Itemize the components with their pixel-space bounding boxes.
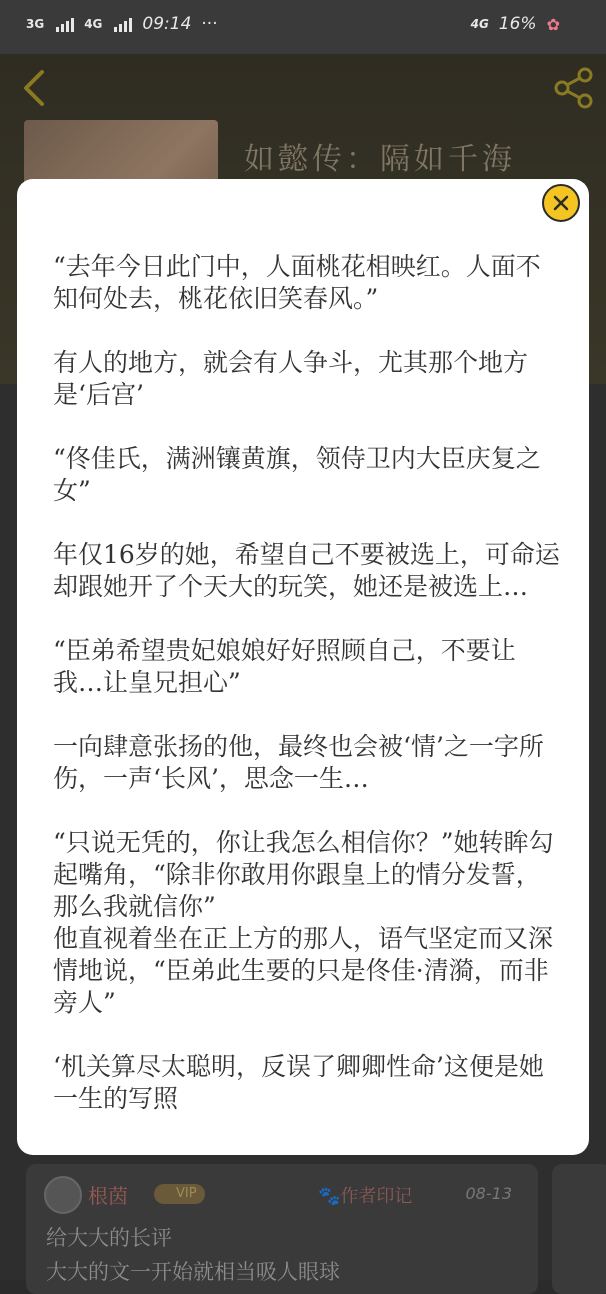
- close-button[interactable]: [542, 184, 580, 222]
- comment-excerpt: 大大的文一开始就相当吸人眼球: [46, 1260, 340, 1284]
- synopsis-paragraph: “只说无凭的，你让我怎么相信你？”她转眸勾起嘴角，“除非你敢用你跟皇上的情分发誓，那么我就信你”: [53, 828, 554, 921]
- comment-date: 08-13: [465, 1184, 512, 1203]
- comment-card[interactable]: [26, 1164, 538, 1294]
- author-mark-text: 作者印记: [340, 1186, 413, 1207]
- battery-level: 16%: [498, 14, 537, 34]
- network-label-3g: 3G: [26, 17, 45, 31]
- back-arrow-icon[interactable]: [16, 66, 52, 110]
- synopsis-text: [53, 251, 561, 1147]
- synopsis-paragraph: 有人的地方，就会有人争斗，尤其那个地方是‘后宫’: [53, 348, 529, 409]
- author-mark-label: [318, 1182, 412, 1208]
- synopsis-paragraph: 年仅16岁的她，希望自己不要被选上，可命运却跟她开了个天大的玩笑，她还是被选上…: [53, 540, 560, 601]
- comment-title: 给大大的长评: [46, 1226, 172, 1250]
- comment-card-next[interactable]: [552, 1164, 606, 1294]
- network-label-right: 4G: [470, 17, 489, 31]
- avatar[interactable]: [44, 1176, 82, 1214]
- clock: 09:14: [142, 14, 192, 34]
- synopsis-paragraph: “臣弟希望贵妃娘娘好好照顾自己，不要让我…让皇兄担心”: [53, 636, 516, 697]
- vip-badge: VIP: [154, 1184, 205, 1204]
- synopsis-paragraph: 他直视着坐在正上方的那人，语气坚定而又深情地说，“臣弟此生要的只是佟佳·清漪，而非旁人”: [53, 924, 554, 1017]
- synopsis-paragraph: 一向肆意张扬的他，最终也会被‘情’之一字所伤，一声‘长风’，思念一生…: [53, 732, 544, 793]
- flower-icon: ✿: [546, 14, 560, 34]
- notification-more-icon: ···: [201, 14, 218, 34]
- signal-icon-2: [114, 16, 132, 32]
- status-bar: [0, 0, 606, 54]
- synopsis-modal: [17, 179, 589, 1155]
- synopsis-paragraph: ‘机关算尽太聪明，反误了卿卿性命’这便是她一生的写照: [53, 1052, 544, 1113]
- book-title: 如懿传：隔如千海: [244, 142, 516, 177]
- signal-icon: [56, 16, 74, 32]
- comment-username[interactable]: 根茵: [88, 1184, 128, 1208]
- synopsis-paragraph: “佟佳氏，满洲镶黄旗，领侍卫内大臣庆复之女”: [53, 444, 541, 505]
- share-icon[interactable]: [552, 66, 596, 110]
- synopsis-paragraph: “去年今日此门中，人面桃花相映红。人面不知何处去，桃花依旧笑春风。”: [53, 252, 541, 313]
- paw-icon: 🐾: [318, 1186, 341, 1207]
- close-icon: [551, 193, 571, 213]
- network-label-4g: 4G: [84, 17, 103, 31]
